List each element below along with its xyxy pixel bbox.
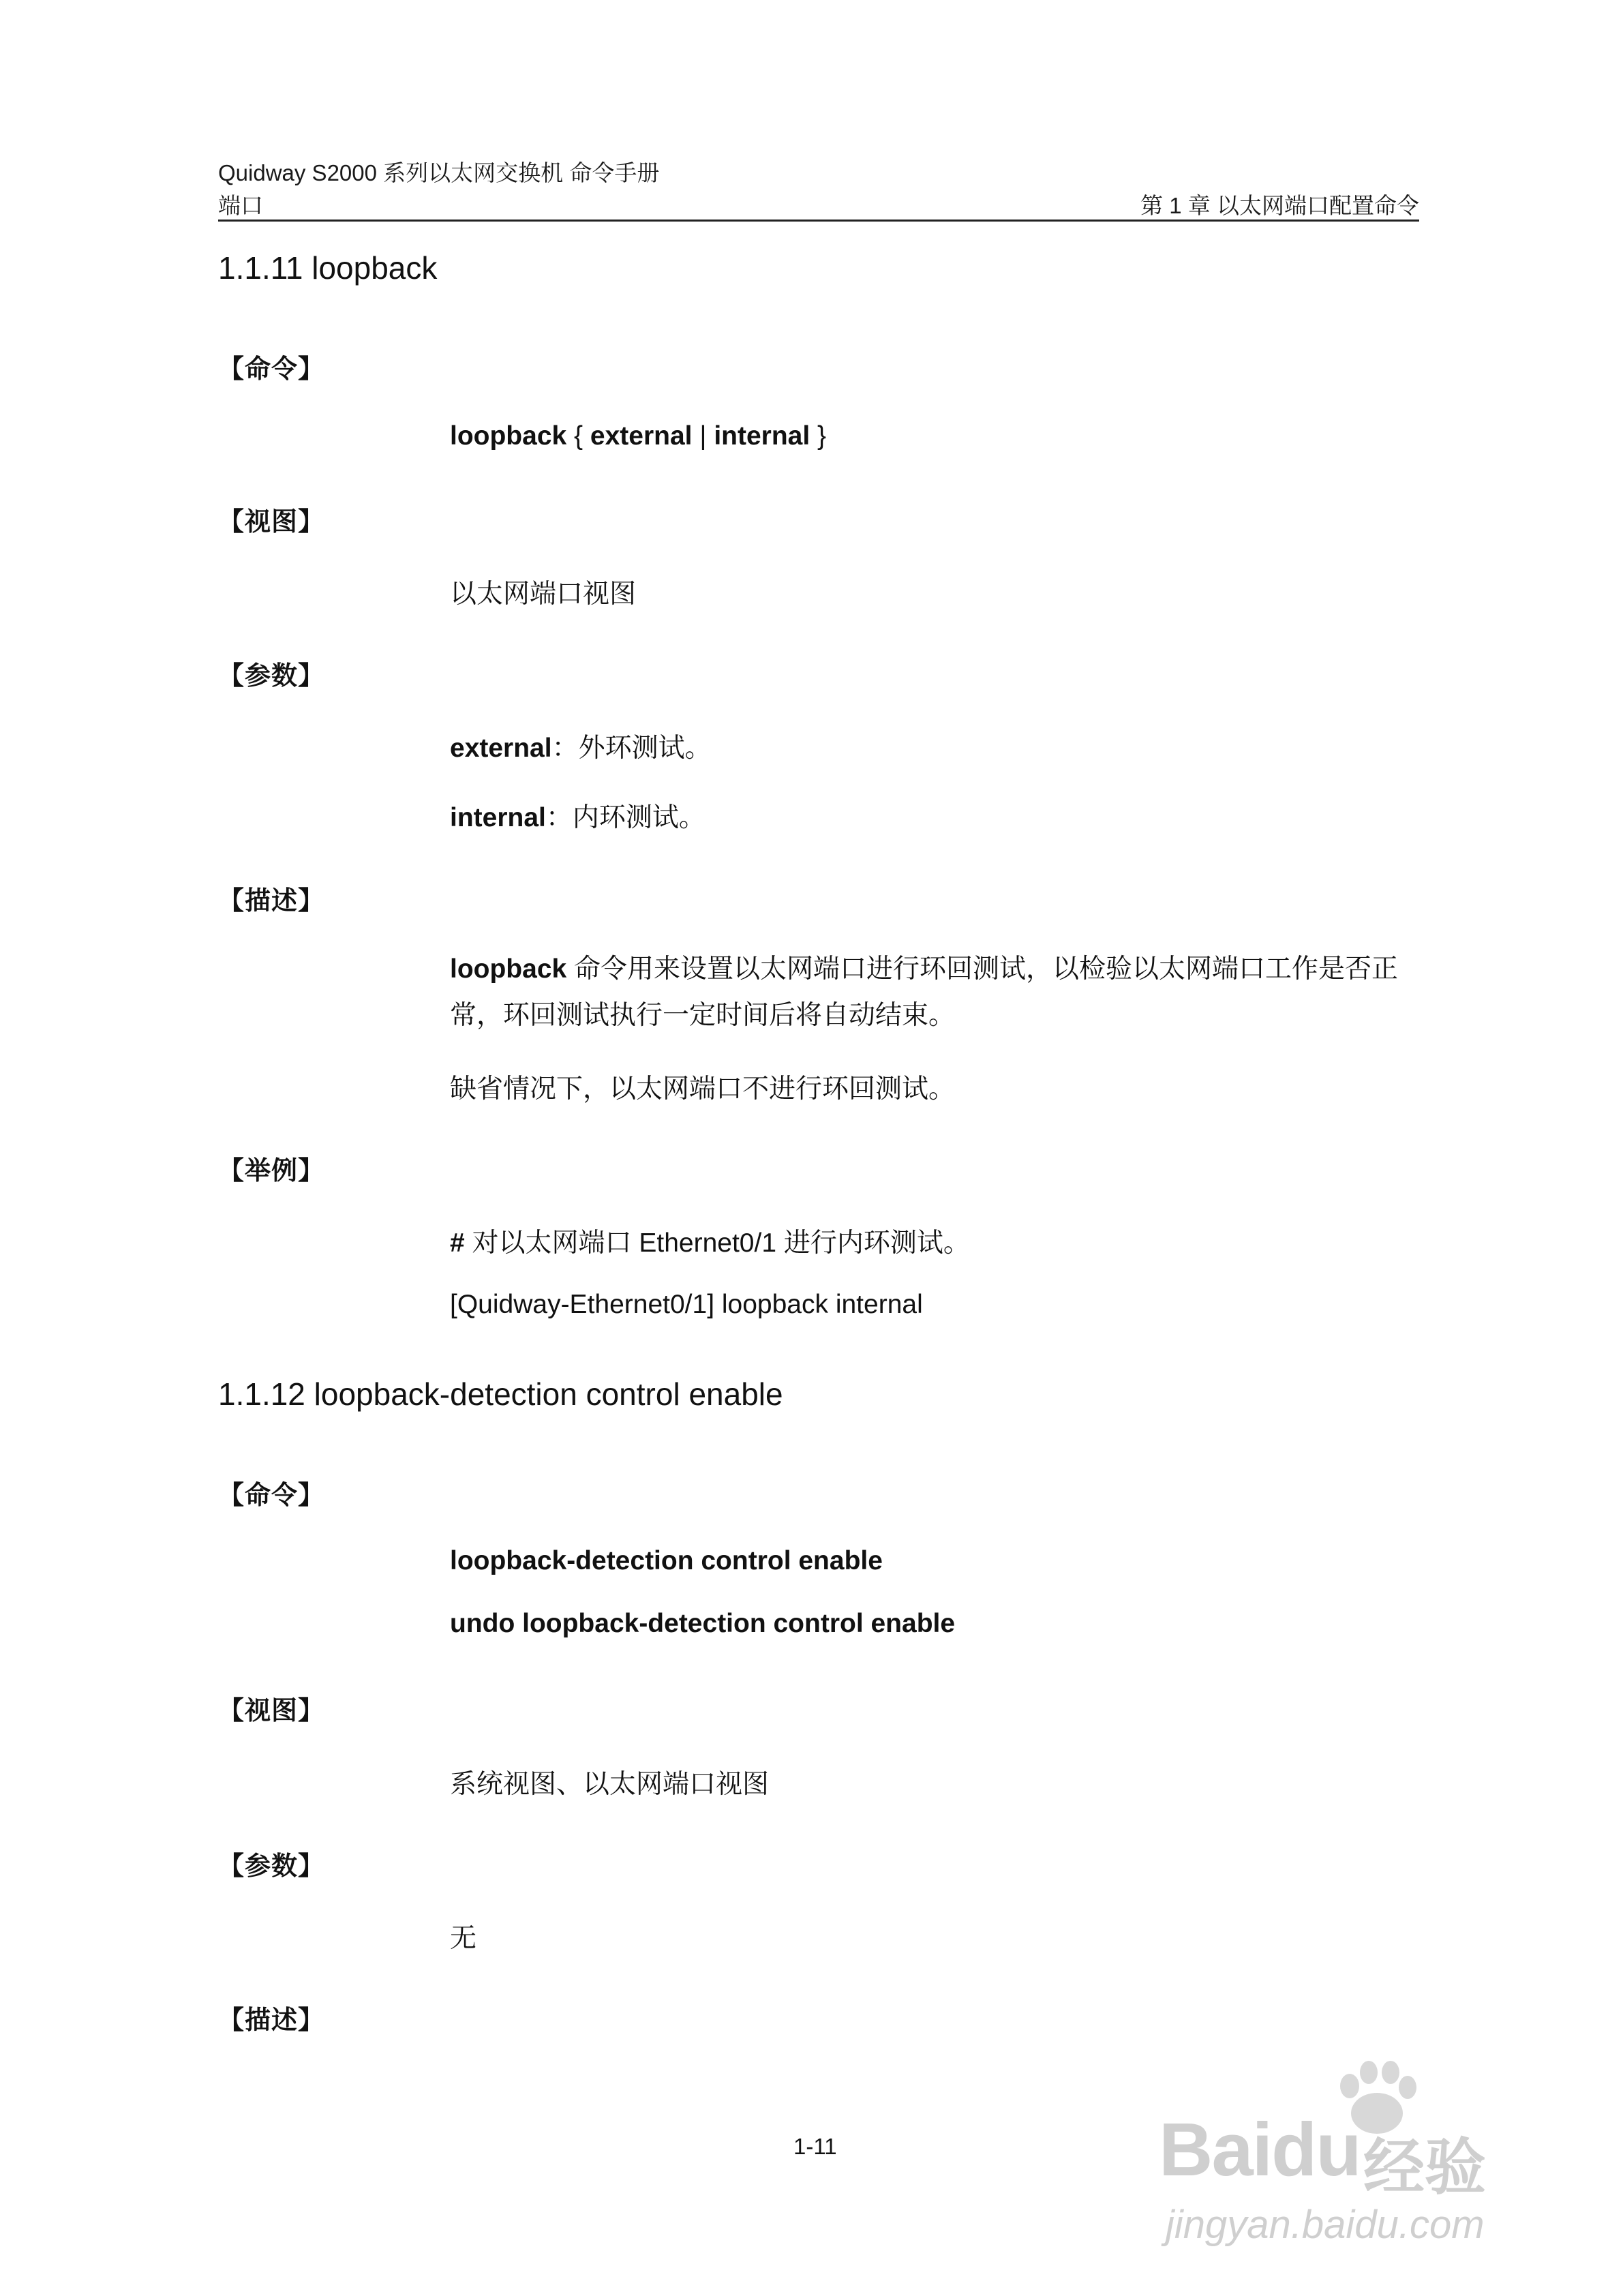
section-heading-loopback-detection: 1.1.12 loopback-detection control enable [218,1376,783,1412]
command-syntax [450,421,826,451]
view-label: 【视图】 [218,1697,325,1725]
watermark-sub: 经验 [1363,2134,1486,2202]
view-text: 系统视图、以太网端口视图 [450,1770,770,1799]
command-label: 【命令】 [218,1481,325,1510]
watermark-url: jingyan.baidu.com [1166,2203,1485,2247]
param-label: 【参数】 [218,1852,325,1881]
cmd-punct: { [566,421,590,451]
example-hash: # [450,1228,465,1258]
view-text: 以太网端口视图 [450,579,637,609]
header-title: Quidway S2000 系列以太网交换机 命令手册 [218,160,660,185]
section-heading-loopback: 1.1.11 loopback [218,250,438,286]
cmd-punct: } [810,421,827,451]
command-undo: undo loopback-detection control enable [450,1609,956,1638]
watermark-logo [1159,2059,1541,2263]
description-paragraph [450,946,1425,1039]
param-desc: ：外环测试。 [551,734,712,763]
param-name: external [450,734,552,763]
param-external [450,727,712,765]
param-desc: ：内环测试。 [545,803,706,832]
header-chapter: 第 1 章 以太网端口配置命令 [1140,193,1419,218]
param-internal [450,796,706,834]
param-none: 无 [450,1924,477,1953]
example-comment [450,1222,970,1260]
desc-keyword: loopback [450,954,567,984]
cmd-keyword: loopback [450,421,567,451]
param-label: 【参数】 [218,662,325,691]
cmd-option-internal: internal [714,421,810,451]
description-label: 【描述】 [218,2006,325,2035]
view-label: 【视图】 [218,508,325,537]
command-label: 【命令】 [218,355,325,384]
example-command: [Quidway-Ethernet0/1] loopback internal [450,1290,923,1319]
watermark-brand: Baidu [1159,2108,1361,2192]
example-comment-text: 对以太网端口 Ethernet0/1 进行内环测试。 [464,1228,970,1258]
header-rule [218,220,1419,222]
example-label: 【举例】 [218,1157,325,1185]
param-name: internal [450,803,546,832]
header-section: 端口 [218,193,263,218]
page-number: 1-11 [793,2134,837,2159]
cmd-punct: | [692,421,714,451]
command-enable: loopback-detection control enable [450,1546,883,1575]
desc-text: 命令用来设置以太网端口进行环回测试，以检验以太网端口工作是否正常，环回测试执行一定时间后将自动结束。 [450,954,1399,1030]
cmd-option-external: external [590,421,693,451]
description-label: 【描述】 [218,887,325,916]
description-default: 缺省情况下，以太网端口不进行环回测试。 [450,1074,956,1104]
